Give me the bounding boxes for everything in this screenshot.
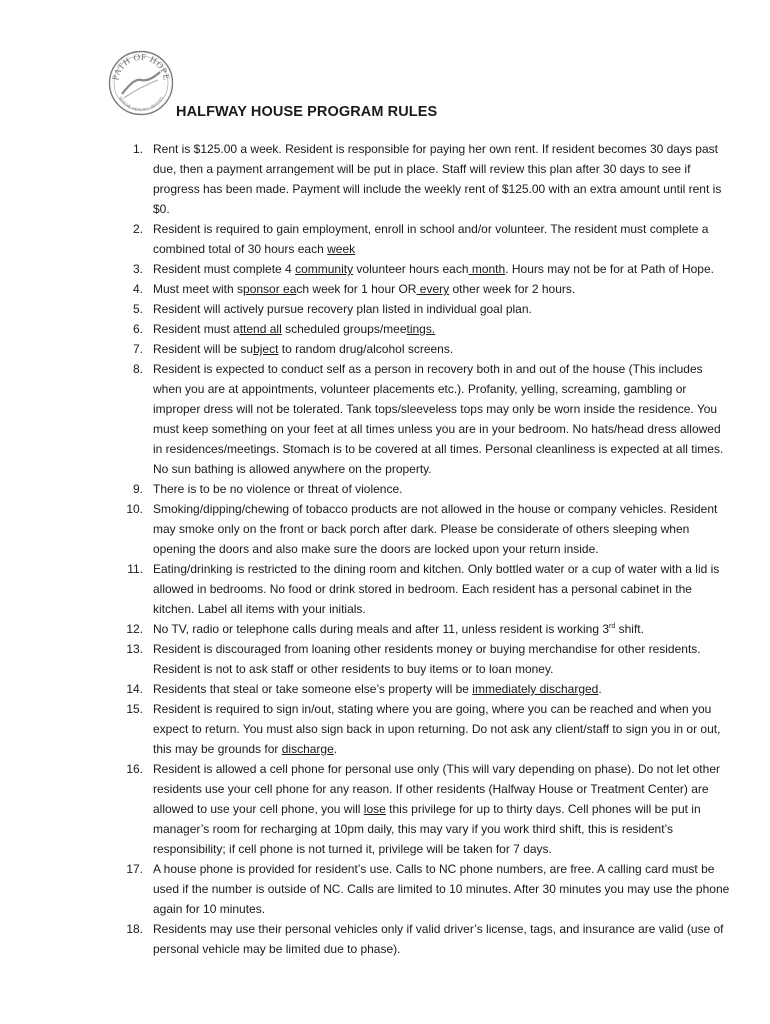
rule-text-underlined: month [468,262,506,276]
rule-text: volunteer hours each [353,262,469,276]
rule-text-underlined: community [295,262,354,276]
rule-item [126,919,733,959]
rule-item [126,499,733,559]
rule-text: to random drug/alcohol screens. [278,342,454,356]
rule-item [126,859,733,919]
rule-number: 6. [132,322,143,336]
rule-text-underlined: ttend all [239,322,282,336]
rule-number: 13. [126,642,143,656]
rule-item [126,679,733,699]
rule-item [132,259,733,279]
rule-text: Resident is required to gain employment, enroll in school and/or volunteer. The resident must complete a combined total of 30 hours each [153,222,709,256]
rule-text: Resident is required to sign in/out, stating where you are going, where you can be reached and when you expect to return. You must also sign back in upon returning. Do not ask any client/staff to sign you in or out, this may be grounds for [153,702,721,756]
rule-text-superscript: rd [609,623,616,630]
rule-text-underlined: immediately discharged [472,682,599,696]
rule-item [132,319,733,339]
rule-text: other week for 2 hours. [449,282,576,296]
rule-text: Smoking/dipping/chewing of tobacco products are not allowed in the house or company vehicles. Resident may smoke only on the front or back porch after dark. Please be considerate of others sleeping when opening the doors and also make sure the doors are locked upon your return inside. [153,502,718,556]
rule-number: 17. [126,862,143,876]
rule-text: Residents that steal or take someone else’s property will be [153,682,473,696]
rule-number: 1. [132,142,143,156]
rule-number: 8. [132,362,143,376]
rule-item [132,299,733,319]
rule-text: Eating/drinking is restricted to the dining room and kitchen. Only bottled water or a cup of water with a lid is allowed in bedrooms. No food or drink stored in bedroom. Each resident has a personal cabinet in the kitchen. Label all items with your initials. [153,562,720,616]
rule-text: Resident will be su [153,342,254,356]
rule-text: . Hours may not be for at Path of Hope. [505,262,714,276]
rule-number: 7. [132,342,143,356]
rule-text: Resident must complete 4 [153,262,296,276]
rule-text: . [598,682,602,696]
rule-number: 12. [126,622,143,636]
rule-item [132,219,733,259]
rule-text-underlined: every [416,282,450,296]
rule-text: Rent is $125.00 a week. Resident is responsible for paying her own rent. If resident becomes 30 days past due, then a payment arrangement will be put in place. Staff will review this plan after 30 days to see if progress has been made. Payment will include the weekly rent of $125.00 with an extra amount until rent is $0. [153,142,722,216]
rule-number: 14. [126,682,143,696]
rule-text-underlined: discharge [281,742,334,756]
rule-item [132,479,733,499]
rules-list [126,139,733,959]
rule-item [132,339,733,359]
rule-item [132,279,733,299]
rule-text: shift. [615,622,644,636]
rule-item [126,699,733,759]
rule-item [126,639,733,679]
logo-top-text: PATH OF HOPE [110,51,172,82]
rule-number: 4. [132,282,143,296]
rule-text: No TV, radio or telephone calls during meals and after 11, unless resident is working 3 [153,622,610,636]
logo-tagline: WHERE HEALING BEGINS [117,95,165,113]
rule-text: Resident is discouraged from loaning other residents money or buying merchandise for other residents. Resident is not to ask staff or other residents to buy items or to loan money. [153,642,701,676]
rule-text-underlined: bject [253,342,279,356]
rule-text-underlined: ponsor ea [243,282,297,296]
rule-text: Residents may use their personal vehicles only if valid driver’s license, tags, and insurance are valid (use of personal vehicle may be limited due to phase). [153,922,724,956]
rule-number: 2. [132,222,143,236]
rule-item [132,359,733,479]
rule-number: 16. [126,762,143,776]
rule-text-underlined: week [327,242,356,256]
rule-number: 18. [126,922,143,936]
rule-text: ch week for 1 hour OR [296,282,417,296]
rule-item [126,759,733,859]
rule-text-underlined: lose [363,802,386,816]
rule-text-underlined: tings. [406,322,436,336]
rule-number: 15. [126,702,143,716]
rule-number: 3. [132,262,143,276]
rule-item [127,559,733,619]
rule-number: 10. [126,502,143,516]
rule-text: Must meet with s [153,282,244,296]
path-of-hope-logo [108,50,174,116]
rule-text: this privilege for up to thirty days. Cell phones will be put in manager’s room for recharging at 10pm daily, this may vary if you work third shift, this is resident’s responsibility; if cell phone is not turned it, privilege will be taken for 7 days. [153,802,701,856]
rule-text: A house phone is provided for resident’s use. Calls to NC phone numbers, are free. A calling card must be used if the number is outside of NC. Calls are limited to 10 minutes. After 30 minutes you may use the phone again for 10 minutes. [153,862,730,916]
rule-text: . [333,742,338,756]
document-title: HALFWAY HOUSE PROGRAM RULES [176,104,438,120]
rule-item [126,619,733,639]
rule-item [132,139,733,219]
rule-number: 9. [132,482,143,496]
rule-text: Resident is expected to conduct self as a person in recovery both in and out of the house (This includes when you are at appointments, volunteer placements etc.). Profanity, yelling, screaming, gambling or improper dress will not be tolerated. Tank tops/sleeveless tops may only be worn inside the residence. You must keep something on your feet at all times unless you are in your bedroom. No hats/head dress allowed in residences/meetings. Stomach is to be covered at all times. Personal cleanliness is expected at all times. No sun bathing is allowed anywhere on the property. [153,362,724,476]
rule-text: Resident will actively pursue recovery plan listed in individual goal plan. [153,302,532,316]
rule-text: There is to be no violence or threat of violence. [153,482,403,496]
rule-text: scheduled groups/mee [281,322,407,336]
rule-number: 11. [127,562,143,576]
rule-number: 5. [132,302,143,316]
rule-text: Resident is allowed a cell phone for personal use only (This will vary depending on phase). Do not let other residents use your cell phone for any reason. If other residents (Halfway House or Treatment Center) are allowed to use your cell phone, you will [153,762,720,816]
rule-text: Resident must a [153,322,240,336]
